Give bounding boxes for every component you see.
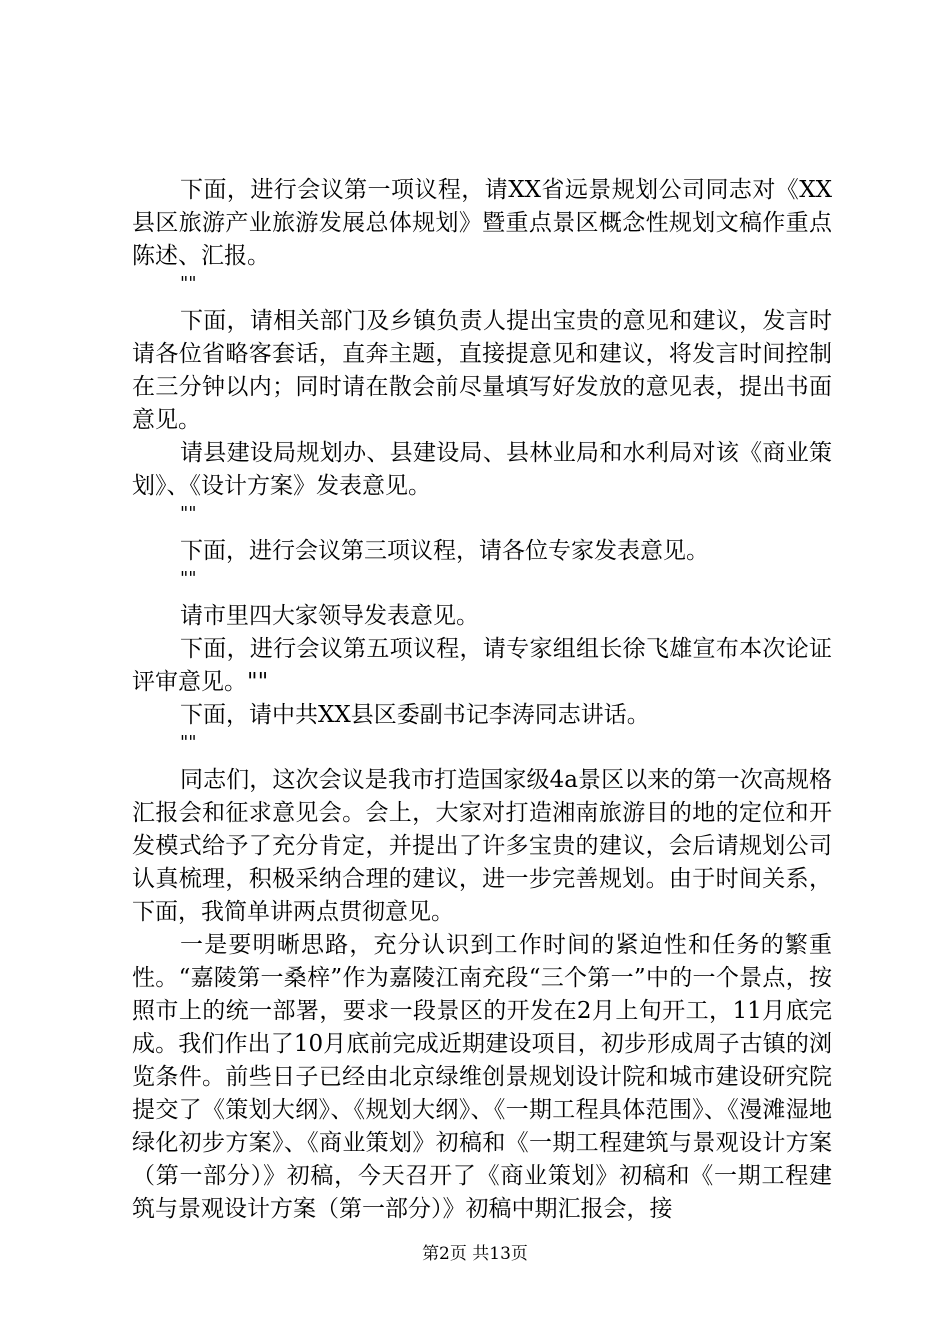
paragraph-opinions-request: 下面，请相关部门及乡镇负责人提出宝贵的意见和建议，发言时请各位省略客套话，直奔主题，直接提意见和建议，将发言时间控制在三分钟以内；同时请在散会前尽量填写好发放的意见表，提出书面意见。 xyxy=(132,308,832,433)
paragraph-point-one: 一是要明晰思路，充分认识到工作时间的紧迫性和任务的繁重性。“嘉陵第一桑梓”作为嘉陵江南充段“三个第一”中的一个景点，按照市上的统一部署，要求一段景区的开发在2月上旬开工，11月底完成。我们作出了10月底前完成近期建设项目，初步形成周子古镇的浏览条件。前些日子已经由北京绿维创景规划设计院和城市建设研究院提交了《策划大纲》、《规划大纲》、《一期工程具体范围》、《漫滩湿地绿化初步方案》、《商业策划》初稿和《一期工程建筑与景观设计方案（第一部分）》初稿，今天召开了《商业策划》初稿和《一期工程建筑与景观设计方案（第一部分）》初稿中期汇报会，接 xyxy=(132,932,832,1222)
document-body xyxy=(132,174,832,1226)
paragraph-agenda-1: 下面，进行会议第一项议程，请XX省远景规划公司同志对《XX县区旅游产业旅游发展总体规划》暨重点景区概念性规划文稿作重点陈述、汇报。 xyxy=(132,177,832,269)
quote-marks: "" xyxy=(180,732,197,753)
quote-marks: "" xyxy=(180,568,197,589)
paragraph-leaders: 请市里四大家领导发表意见。 xyxy=(180,603,479,629)
paragraph-agenda-3: 下面，进行会议第三项议程，请各位专家发表意见。 xyxy=(180,538,709,564)
quote-marks: "" xyxy=(180,273,197,294)
quote-marks: "" xyxy=(180,503,197,524)
paragraph-speech-intro: 下面，请中共XX县区委副书记李涛同志讲话。 xyxy=(180,702,650,728)
paragraph-departments: 请县建设局规划办、县建设局、县林业局和水利局对该《商业策划》、《设计方案》发表意见。 xyxy=(132,440,832,499)
paragraph-comrades: 同志们，这次会议是我市打造国家级4a景区以来的第一次高规格汇报会和征求意见会。会上，大家对打造湘南旅游目的地的定位和开发模式给予了充分肯定，并提出了许多宝贵的建议，会后请规划公司认真梳理，积极采纳合理的建议，进一步完善规划。由于时间关系，下面，我简单讲两点贯彻意见。 xyxy=(132,767,832,925)
page-number-footer: 第2页 共13页 xyxy=(422,1244,528,1264)
paragraph-agenda-5: 下面，进行会议第五项议程，请专家组组长徐飞雄宣布本次论证评审意见。"" xyxy=(132,636,832,695)
